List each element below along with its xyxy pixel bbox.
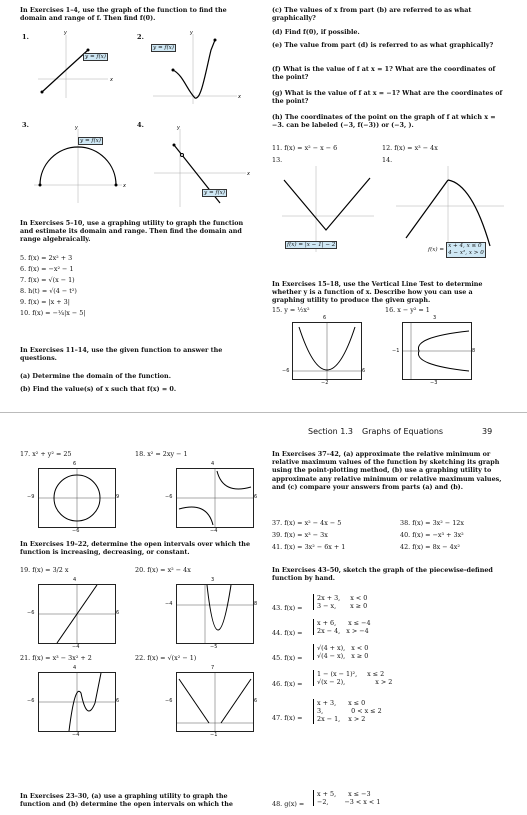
ex12: 12. f(x) = x³ − 4x: [382, 144, 438, 152]
calc15-xmin: −6: [282, 368, 290, 374]
ex13-func-label: f(x) = |x − 1| − 2: [287, 242, 336, 248]
ex44-c2: x > −4: [346, 627, 369, 636]
graph-ex4: [150, 125, 250, 210]
calc19-ymax: 4: [73, 577, 77, 583]
ex11: 11. f(x) = x² − x − 6: [272, 144, 338, 152]
calc19-xmax: 6: [116, 610, 120, 616]
ex18: 18. x² = 2xy − 1: [135, 450, 188, 458]
ex22: 22. f(x) = √(x² − 1): [135, 654, 197, 662]
svg-text:y: y: [64, 30, 67, 36]
ex14-func-box: [428, 242, 486, 258]
ex43-c2: x ≥ 0: [350, 602, 368, 611]
calc17-xmin: −9: [27, 494, 35, 500]
ex7: 7. f(x) = √(x − 1): [20, 276, 75, 284]
ex45-cases: [313, 644, 368, 660]
calc-screen-15: [292, 322, 362, 380]
ex21: 21. f(x) = x³ − 3x² + 2: [20, 654, 92, 662]
ex5: 5. f(x) = 2x² + 3: [20, 254, 73, 262]
intro-23-30: In Exercises 23–30, (a) use a graphing utility to graph the function and (b) determine the open intervals on which the: [20, 792, 233, 809]
calc22-ymax: 7: [211, 665, 215, 671]
calc-screen-19: [38, 584, 116, 644]
ex43-cases: [313, 594, 367, 610]
ex15: 15. y = ½x²: [272, 306, 310, 314]
ex47-c2: 0 < x ≤ 2: [351, 707, 382, 716]
svg-text:x: x: [110, 77, 113, 83]
ex43-r2: 3 − x,: [317, 602, 337, 611]
ex47-r2: 3,: [317, 707, 324, 716]
ex45-c2: x ≥ 0: [351, 652, 369, 661]
ex47-c3: x > 2: [348, 715, 366, 724]
intro-5-10: In Exercises 5–10, use a graphing utility to graph the function and estimate its domain and range. Then find the domain and range algebraically.: [20, 219, 244, 244]
calc-screen-16: [402, 322, 472, 380]
ex2-label: 2.: [137, 33, 144, 41]
ex2-func-label: y = f(x): [153, 45, 174, 51]
calc18-ymax: 4: [211, 461, 215, 467]
calc18-xmax: 6: [254, 494, 258, 500]
ex37: 37. f(x) = x² − 4x − 5: [272, 519, 342, 527]
svg-text:y: y: [190, 30, 193, 36]
ex8: 8. h(t) = √(4 − t²): [20, 287, 77, 295]
calc17-ymin: −6: [72, 528, 80, 534]
calc22-ymin: −1: [210, 732, 218, 738]
ex48-lhs: 48. g(x) =: [272, 800, 305, 808]
page-number: 39: [482, 427, 493, 436]
ex46-cases: [313, 670, 392, 686]
ex39: 39. f(x) = x³ − 3x: [272, 531, 328, 539]
ex19: 19. f(x) = 3/2 x: [20, 566, 69, 574]
ex47-r1: x + 3,: [317, 699, 337, 707]
ex4-label: 4.: [137, 121, 144, 129]
calc18-xmin: −6: [165, 494, 173, 500]
question-b: (b) Find the value(s) of x such that f(x) = 0.: [20, 385, 177, 393]
calc21-xmin: −6: [27, 698, 35, 704]
ex46-c1: x ≤ 2: [367, 670, 385, 678]
calc-screen-21: [38, 672, 116, 732]
calc15-xmax: 6: [362, 368, 366, 374]
calc20-xmin: −4: [165, 601, 173, 607]
svg-text:y: y: [177, 125, 180, 131]
ex45-r2: √(4 − x),: [317, 652, 346, 661]
graph-ex1: [28, 30, 118, 100]
intro-43-50: In Exercises 43–50, sketch the graph of the piecewise-defined function by hand.: [272, 566, 493, 583]
question-h: (h) The coordinates of the point on the graph of f at which x = −3. can be labeled (−3, f(−3)) or (−3, ).: [272, 113, 496, 130]
question-d: (d) Find f(0), if possible.: [272, 28, 360, 36]
ex40: 40. f(x) = −x³ + 3x²: [400, 531, 464, 539]
ex16: 16. x − y² = 1: [385, 306, 430, 314]
question-a: (a) Determine the domain of the function.: [20, 372, 171, 380]
ex20: 20. f(x) = x² − 4x: [135, 566, 191, 574]
calc-screen-22: [176, 672, 254, 732]
calc16-ymin: −3: [430, 380, 438, 386]
ex14: 14.: [382, 156, 393, 164]
ex48-r2: −2,: [317, 798, 329, 807]
calc15-ymax: 6: [323, 315, 327, 321]
ex48-c2: −3 < x < 1: [344, 798, 381, 807]
ex46-r1: 1 − (x − 1)²,: [317, 670, 358, 678]
calc-screen-18: [176, 468, 254, 528]
ex45-lhs: 45. f(x) =: [272, 654, 303, 662]
question-e: (e) The value from part (d) is referred to as what graphically?: [272, 41, 494, 49]
question-f: (f) What is the value of f at x = 1? What are the coordinates of the point?: [272, 65, 496, 82]
ex14-case2: 4 − x², x > 0: [448, 250, 484, 256]
ex48-c1: x ≤ −3: [348, 790, 371, 798]
intro-15-18: In Exercises 15–18, use the Vertical Line Test to determine whether y is a function of x. Describe how you can use a graphing utility to produce the given graph.: [272, 280, 483, 305]
ex44-lhs: 44. f(x) =: [272, 629, 303, 637]
graph-ex2: [145, 30, 245, 105]
ex1-func-label: y = f(x): [85, 54, 106, 60]
section-title: Graphs of Equations: [362, 427, 444, 436]
svg-text:x: x: [247, 171, 250, 177]
ex47-r3: 2x − 1,: [317, 715, 341, 724]
page-separator: [0, 412, 527, 413]
calc15-ymin: −2: [321, 380, 329, 386]
ex44-c1: x ≤ −4: [348, 619, 371, 627]
ex38: 38. f(x) = 3x² − 12x: [400, 519, 464, 527]
ex1-label: 1.: [22, 33, 29, 41]
svg-text:y: y: [75, 125, 78, 131]
ex42: 42. f(x) = 8x − 4x²: [400, 543, 460, 551]
ex41: 41. f(x) = 3x² − 6x + 1: [272, 543, 346, 551]
calc-screen-20: [176, 584, 254, 644]
ex13: 13.: [272, 156, 283, 164]
calc16-xmax: 8: [472, 348, 476, 354]
calc16-ymax: 3: [433, 315, 437, 321]
calc20-ymax: 3: [211, 577, 215, 583]
ex46-r2: √(x − 2),: [317, 678, 346, 687]
question-g: (g) What is the value of f at x = −1? What are the coordinates of the point?: [272, 89, 503, 106]
ex6: 6. f(x) = −x² − 1: [20, 265, 74, 273]
graph-ex14: [392, 160, 507, 255]
calc18-ymin: −4: [210, 528, 218, 534]
calc22-xmin: −6: [165, 698, 173, 704]
ex46-c2: x > 2: [375, 678, 393, 687]
ex47-lhs: 47. f(x) =: [272, 714, 303, 722]
ex47-cases: [313, 699, 382, 724]
svg-text:x: x: [123, 183, 126, 189]
ex46-lhs: 46. f(x) =: [272, 680, 303, 688]
ex3-label: 3.: [22, 121, 29, 129]
intro-37-42: In Exercises 37–42, (a) approximate the relative minimum or relative maximum values of the function by sketching its graph using the point-plotting method, (b) use a graphing utility to approximate any relative minimum or relative maximum values, and (c) compare your answers from parts (a) and (b).: [272, 450, 502, 491]
ex45-r1: √(4 + x),: [317, 644, 346, 652]
ex14-case1: x + 4, x ≤ 0: [448, 243, 482, 249]
ex44-cases: [313, 619, 371, 635]
intro-19-22: In Exercises 19–22, determine the open intervals over which the function is increasing, decreasing, or constant.: [20, 540, 251, 557]
ex14-func-cases: [446, 242, 486, 258]
ex44-r2: 2x − 4,: [317, 627, 341, 636]
calc22-xmax: 6: [254, 698, 258, 704]
ex9: 9. f(x) = |x + 3|: [20, 298, 70, 306]
ex3-func-label: y = f(x): [80, 138, 101, 144]
ex43-c1: x < 0: [350, 594, 368, 602]
ex43-lhs: 43. f(x) =: [272, 604, 303, 612]
calc19-ymin: −4: [72, 644, 80, 650]
section-label: Section 1.3: [308, 427, 353, 436]
ex45-c1: x < 0: [351, 644, 369, 652]
calc21-xmax: 6: [116, 698, 120, 704]
ex17: 17. x² + y² = 25: [20, 450, 72, 458]
calc19-xmin: −6: [27, 610, 35, 616]
calc-screen-17: [38, 468, 116, 528]
calc21-ymin: −4: [72, 732, 80, 738]
svg-text:x: x: [238, 94, 241, 100]
intro-1-4: In Exercises 1–4, use the graph of the function to find the domain and range of f. Then find f(0).: [20, 6, 227, 23]
calc17-xmax: 9: [116, 494, 120, 500]
ex48-r1: x + 5,: [317, 790, 337, 798]
question-c: (c) The values of x from part (b) are referred to as what graphically?: [272, 6, 472, 23]
calc21-ymax: 4: [73, 665, 77, 671]
ex43-r1: 2x + 3,: [317, 594, 341, 602]
ex4-func-label: y = f(x): [204, 190, 225, 196]
ex44-r1: x + 6,: [317, 619, 337, 627]
calc20-xmax: 8: [254, 601, 258, 607]
calc17-ymax: 6: [73, 461, 77, 467]
ex10: 10. f(x) = −¼|x − 5|: [20, 309, 86, 317]
calc16-xmin: −1: [392, 348, 400, 354]
calc20-ymin: −5: [210, 644, 218, 650]
ex14-func-prefix: f(x) =: [428, 247, 445, 253]
ex48-cases: [313, 790, 380, 806]
ex47-c1: x ≤ 0: [348, 699, 366, 707]
intro-11-14: In Exercises 11–14, use the given function to answer the questions.: [20, 346, 223, 363]
